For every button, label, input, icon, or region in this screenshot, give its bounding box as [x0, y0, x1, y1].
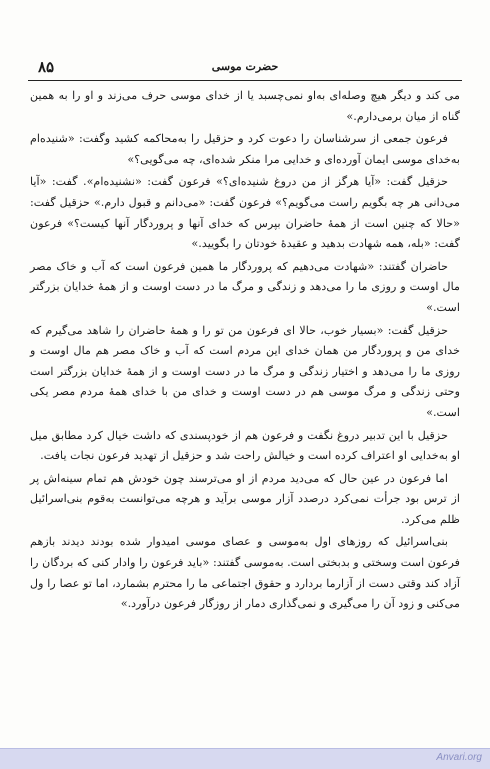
page-header: [28, 58, 462, 80]
paragraph: می کند و دیگر هیچ وصله‌ای به‌او نمی‌چسبد یا از خدای موسی حرف می‌زند و او را به همین گناه از میان برمی‌دارم.»: [30, 89, 460, 123]
page-number: ۸۵: [38, 58, 55, 76]
paragraph: اما فرعون در عین حال که می‌دید مردم از او می‌ترسند چون خودش هم تمام سینه‌اش پر از ترس بود جرأت نمی‌کرد درصدد آزار موسی برآید و هرچه می‌توانست به‌قوم بنی‌اسرائیل ظلم می‌کرد.: [30, 471, 460, 526]
footer-bar: [0, 748, 490, 769]
paragraph: فرعون جمعی از سرشناسان را دعوت کرد و حزقیل را به‌محاکمه کشید وگفت: «شنیده‌ام به‌خدای موسی ایمان آورده‌ای و خدایی مرا منکر شده‌ای، چه می‌گویی؟»: [30, 132, 460, 166]
watermark: Anvari.org: [436, 752, 482, 763]
header-rule: [28, 80, 462, 81]
paragraph: حاضران گفتند: «شهادت می‌دهیم که پروردگار ما همین فرعون است که آب و خاک مصر مال اوست و روزی ما را می‌دهد و زندگی و مرگ ما در دست اوست و از همهٔ خدایان بزرگتر است.»: [30, 259, 460, 314]
paragraph: حزقیل گفت: «آیا هرگز از من دروغ شنیده‌ای؟» فرعون گفت: «نشنیده‌ام». گفت: «آیا می‌دانی هر چه بگویم راست می‌گویم؟» فرعون گفت: «می‌دانم و قبول دارم.» حزقیل گفت: «حالا که چنین است از همهٔ حاضران بپرس که خدای آنها و پروردگار آنها کیست؟» فرعون گفت: «بله، همه شهادت بدهید و عقیدهٔ خودتان را بگویید.»: [30, 175, 460, 251]
paragraph: حزقیل گفت: «بسیار خوب، حالا ای فرعون من تو را و همهٔ حاضران را شاهد می‌گیرم که خدای من و پروردگار من همان خدای این مردم است که آب و خاک مصر هم مال اوست و روزی ما را می‌دهد و اختیار زندگی و مرگ ما در دست اوست و از همهٔ خدایان بزرگتر است وحتی زندگی و مرگ موسی هم در دست اوست و خدای من با خدای همهٔ مردم مصر یکی است.»: [30, 323, 460, 419]
running-title: حضرت موسی: [211, 60, 279, 73]
paragraph: حزقیل با این تدبیر دروغ نگفت و فرعون هم از خودپسندی که داشت خیال کرد مطابق میل او به‌خدایی او اعتراف کرده است و خیالش راحت شد و حزقیل از تهدید فرعون نجات یافت.: [30, 428, 460, 463]
page-body: [30, 86, 460, 617]
paragraph: بنی‌اسرائیل که روزهای اول به‌موسی و عصای موسی امیدوار شده بودند دیدند بازهم فرعون است وسختی و بدبختی است. به‌موسی گفتند: «باید فرعون را وادار کنی که بردگان را آزاد کند وقتی دست از آزارما بردارد و حقوق اجتماعی ما را محترم بشمارد، اما تو عصا را ول می‌کنی و زود آن را می‌گیری و نمی‌گذاری دمار از روزگار فرعون درآورد.»: [30, 535, 460, 611]
